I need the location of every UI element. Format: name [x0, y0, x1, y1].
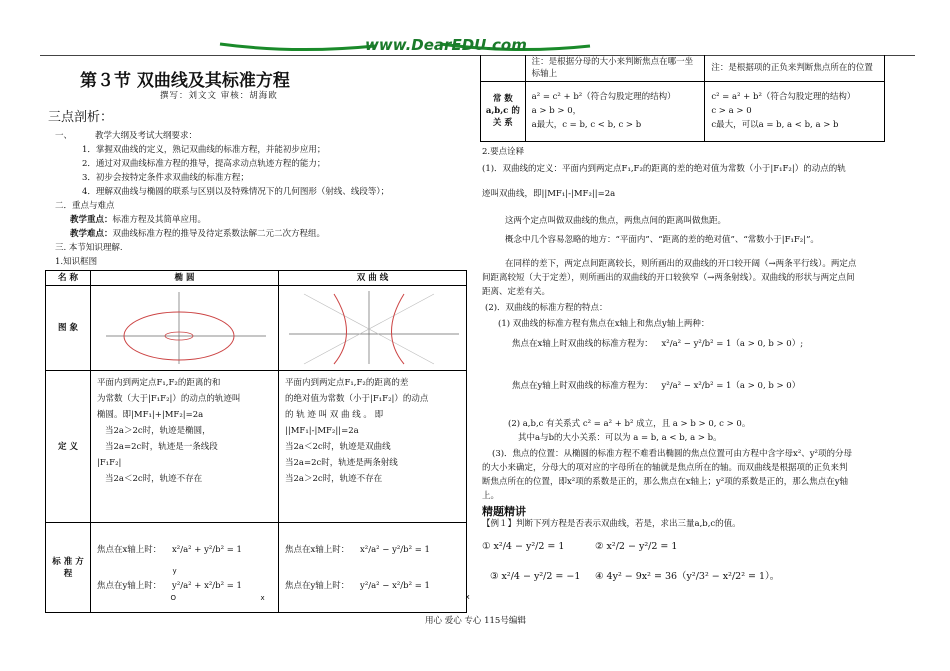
same-para-2: 间距离较短（大于定差），则所画出的双曲线的开口较狭窄（→两条射线）。双曲线的形状与两定点间: [482, 273, 855, 283]
key-label: 教学重点：: [70, 215, 113, 225]
ellipse-std-x: [97, 539, 272, 561]
rel-para-2: 其中a与b的大小关系：可以为 a = b, a < b, a > b。: [518, 433, 722, 443]
diff-label: 教学难点：: [70, 229, 113, 239]
row-graph-label: 图 象: [46, 286, 91, 371]
hyperbola-std-x-label: 焦点在x轴上时：: [285, 544, 350, 555]
page-title: 第３节 双曲线及其标准方程: [80, 71, 290, 91]
th-hyperbola: 双 曲 线: [279, 271, 467, 286]
rel-ell-3: a最大，c = b, c < b, c > b: [531, 120, 642, 130]
std-y-para: [512, 380, 800, 392]
s3-heading: 三. 本节知识理解.: [55, 243, 123, 253]
s1-heading: 教学大纲及考试大纲要求：: [95, 131, 198, 141]
key-point: [70, 214, 206, 226]
ellipse-def-1: 平面内到两定点F₁,F₂的距离的和: [97, 378, 221, 388]
std-x-eq: x²/a² − y²/b² = 1（a > 0, b > 0）;: [661, 339, 804, 349]
same-para-3: 距离、定差有关。: [482, 287, 551, 297]
relation-corner: [481, 55, 526, 81]
relation-note-2: 注：是根据项的正负来判断焦点所在的位置: [705, 55, 885, 81]
pos-para-2: 的大小来确定，分母大的项对应的字母所在的轴就是焦点所在的轴。而双曲线是根据项的正负来判: [482, 463, 848, 473]
concept-para: 概念中几个容易忽略的地方：“平面内”、“距离的差的绝对值”、“常数小于|F₁F₂|”。: [505, 235, 819, 245]
pos-para-1: (3)．焦点的位置：从椭圆的标准方程不难看出椭圆的焦点位置可由方程中含字母x²、y²项的分母: [492, 449, 852, 459]
ellipse-graph: [91, 286, 278, 366]
req-2: 2．通过对双曲线标准方程的推导，提高求动点轨迹方程的能力；: [82, 159, 326, 169]
relation-hyperbola-cell: [705, 81, 885, 141]
s1-label: 一、: [55, 131, 73, 141]
site-url[interactable]: www.DearEDU.com: [365, 36, 527, 54]
rel-hyp-1: c² = a² + b²（符合勾股定理的结构）: [711, 92, 856, 102]
std-heading: (2)．双曲线的标准方程的特点：: [485, 303, 608, 313]
ellipse-std-y-label: 焦点在y轴上时：: [97, 580, 162, 591]
ellipse-std-y-eq: y²/a² + x²/b² = 1: [172, 580, 242, 591]
focus-para: 这两个定点叫做双曲线的焦点，两焦点间的距离叫做焦距。: [505, 216, 727, 226]
relation-table: [480, 55, 885, 142]
hyperbola-std-x: [285, 539, 460, 561]
hyperbola-def-cell: [279, 371, 467, 523]
hyperbola-std-cell: [279, 523, 467, 613]
def-para-1: (1)．双曲线的定义：平面内到两定点F₁,F₂的距离的差的绝对值为常数（小于|F₁F₂|）的动点的轨: [482, 164, 846, 174]
hyperbola-def-5: 当2a＜2c时，轨迹是双曲线: [285, 442, 391, 452]
th-ellipse: 椭 圆: [91, 271, 279, 286]
section-heading-analysis: 三点剖析：: [48, 110, 114, 125]
key-text: 标准方程及其简单应用。: [112, 215, 207, 225]
example-eq-2: ② x²/2 − y²/2 = 1: [595, 541, 678, 552]
ellipse-axis-y: y: [172, 566, 177, 575]
ellipse-std-cell: [91, 523, 279, 613]
ellipse-std-x-label: 焦点在x轴上时：: [97, 544, 162, 555]
std-x-para: [512, 338, 803, 350]
same-para-1: 在同样的差下，两定点间距离较长，则所画出的双曲线的开口较开阔（→两条平行线）。两定点: [505, 259, 857, 269]
hyperbola-std-x-eq: x²/a² − y²/b² = 1: [360, 544, 430, 555]
authors-line: 撰写：刘文文 审核：胡海欧: [160, 91, 278, 101]
s2-heading: 二．重点与难点: [55, 201, 115, 211]
relation-note-1: 注：是根据分母的大小来判断焦点在哪一坐标轴上: [525, 55, 705, 81]
hyperbola-def-1: 平面内到两定点F₁,F₂的距离的差: [285, 378, 409, 388]
rel-hyp-2: c > a > 0: [711, 106, 752, 116]
ellipse-def-3: 椭圆。即|MF₁|+|MF₂|=2a: [97, 410, 204, 420]
knowledge-table: [45, 270, 470, 613]
std-y-eq: y²/a² − x²/b² = 1（a > 0, b > 0）: [661, 381, 801, 391]
relation-row-label: 常 数 a,b,c 的 关 系: [481, 81, 526, 141]
row-std-label: 标 准 方 程: [46, 523, 91, 613]
ellipse-axis-x: x: [260, 593, 265, 602]
hyperbola-def-6: 当2a=2c时，轨迹是两条射线: [285, 458, 398, 468]
hyperbola-def-4: ||MF₁|-|MF₂||=2a: [285, 426, 359, 436]
row-def-label: 定 义: [46, 371, 91, 523]
hyperbola-std-y: [285, 575, 460, 597]
std-para-1: (1) 双曲线的标准方程有焦点在x轴上和焦点y轴上两种：: [498, 319, 710, 329]
hyperbola-axis-x: x: [465, 592, 470, 601]
hyperbola-def-3: 的 轨 迹 叫 双 曲 线 。 即: [285, 410, 384, 420]
req-1: 1．掌握双曲线的定义，熟记双曲线的标准方程，并能初步应用；: [82, 145, 326, 155]
ellipse-std-x-eq: x²/a² + y²/b² = 1: [172, 544, 242, 555]
key-points-heading: 2.要点诠释: [482, 147, 525, 157]
ellipse-def-4: 当2a＞2c时，轨迹是椭圆，: [105, 426, 211, 436]
diff-text: 双曲线标准方程的推导及待定系数法解二元二次方程组。: [112, 229, 326, 239]
rel-para-1: (2) a,b,c 有关系式 c² = a² + b² 成立，且 a > b > 0, c > 0。: [508, 419, 751, 429]
hyperbola-def-2: 的绝对值为常数（小于|F₁F₂|）的动点: [285, 394, 429, 404]
ellipse-def-5: 当2a=2c时，轨迹是一条线段: [105, 442, 218, 452]
ellipse-def-7: 当2a＜2c时，轨迹不存在: [105, 474, 203, 484]
rel-hyp-3: c最大，可以a = b, a < b, a > b: [711, 120, 839, 130]
example-eq-1: ① x²/4 − y²/2 = 1: [482, 541, 565, 552]
hyperbola-std-y-eq: y²/a² − x²/b² = 1: [360, 580, 430, 591]
example-eq-3: ③ x²/4 − y²/2 = −1: [490, 571, 581, 582]
pos-para-3: 断焦点所在的位置，即x²项的系数是正的，那么焦点在x轴上；y²项的系数是正的，那么焦点在y轴: [482, 477, 849, 487]
example-1: 【例１】判断下列方程是否表示双曲线，若是，求出三量a,b,c的值。: [482, 519, 741, 529]
ellipse-origin: O: [170, 593, 177, 602]
th-name: 名 称: [46, 271, 91, 286]
hyperbola-def-7: 当2a＞2c时，轨迹不存在: [285, 474, 383, 484]
req-3: 3．初步会按特定条件求双曲线的标准方程；: [82, 173, 249, 183]
hyperbola-std-y-label: 焦点在y轴上时：: [285, 580, 350, 591]
def-para-2: 迹叫双曲线，即||MF₁|-|MF₂||=2a: [482, 189, 616, 199]
relation-ellipse-cell: [525, 81, 705, 141]
ellipse-def-cell: [91, 371, 279, 523]
ellipse-def-6: |F₁F₂|: [97, 458, 122, 468]
std-x-label: 焦点在x轴上时双曲线的标准方程为：: [512, 339, 653, 349]
rel-ell-2: a > b > 0，: [531, 106, 582, 116]
example-eq-4: ④ 4y² − 9x² = 36（y²/3² − x²/2² = 1）。: [595, 571, 780, 582]
pos-para-4: 上。: [482, 491, 500, 501]
req-4: 4．理解双曲线与椭圆的联系与区别以及特殊情况下的几何图形（射线、线段等）；: [82, 187, 390, 197]
hyperbola-graph: [279, 286, 466, 366]
ellipse-std-y: [97, 575, 272, 597]
s3-1-heading: 1.知识框图: [55, 257, 98, 267]
examples-heading: 精题精讲: [482, 505, 526, 518]
footer-text: 用心 爱心 专心 115号编辑: [425, 616, 526, 626]
ellipse-def-2: 为常数（大于|F₁F₂|）的动点的轨迹叫: [97, 394, 241, 404]
std-y-label: 焦点在y轴上时双曲线的标准方程为：: [512, 381, 653, 391]
difficult-point: [70, 228, 325, 240]
rel-ell-1: a² = c² + b²（符合勾股定理的结构）: [531, 92, 676, 102]
